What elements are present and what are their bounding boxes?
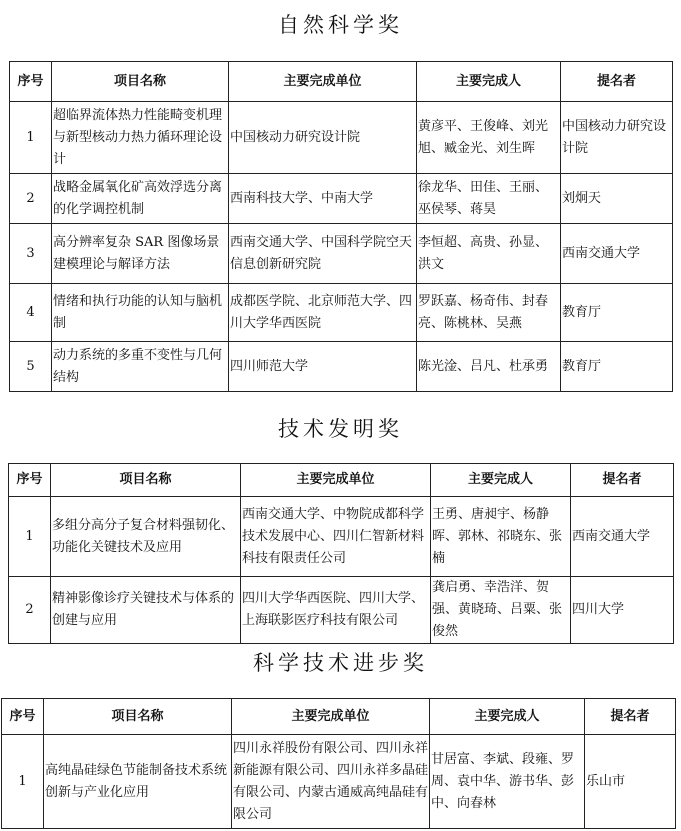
row-project: 高分辨率复杂 SAR 图像场景建模理论与解译方法 — [52, 224, 229, 284]
row-nominator: 教育厅 — [561, 342, 673, 392]
row-nominator: 乐山市 — [585, 735, 676, 829]
row-nominator: 刘炯天 — [561, 174, 673, 224]
header-people: 主要完成人 — [417, 62, 561, 102]
row-units: 四川师范大学 — [229, 342, 417, 392]
row-project: 情绪和执行功能的认知与脑机制 — [52, 284, 229, 342]
row-nominator: 四川大学 — [571, 577, 674, 644]
table-row — [10, 224, 673, 284]
row-nominator: 中国核动力研究设计院 — [561, 102, 673, 174]
table-row — [9, 497, 674, 577]
header-people: 主要完成人 — [431, 464, 571, 497]
table-row — [10, 342, 673, 392]
row-project: 超临界流体热力性能畸变机理与新型核动力热力循环理论设计 — [52, 102, 229, 174]
row-units: 四川永祥股份有限公司、四川永祥新能源有限公司、四川永祥多晶硅有限公司、内蒙古通威高纯晶硅有限公司 — [232, 735, 430, 829]
header-no: 序号 — [10, 62, 52, 102]
row-nominator: 西南交通大学 — [571, 497, 674, 577]
row-project: 高纯晶硅绿色节能制备技术系统创新与产业化应用 — [44, 735, 232, 829]
header-nominator: 提名者 — [561, 62, 673, 102]
row-people: 李恒超、高贵、孙显、洪文 — [417, 224, 561, 284]
row-no: 5 — [10, 342, 52, 392]
row-project: 动力系统的多重不变性与几何结构 — [52, 342, 229, 392]
header-nominator: 提名者 — [571, 464, 674, 497]
table-header-row — [2, 699, 676, 735]
row-no: 3 — [10, 224, 52, 284]
row-units: 西南交通大学、中国科学院空天信息创新研究院 — [229, 224, 417, 284]
header-units: 主要完成单位 — [229, 62, 417, 102]
row-people: 龚启勇、幸浩洋、贺强、黄晓琦、吕粟、张俊然 — [431, 577, 571, 644]
row-people: 王勇、唐昶宇、杨静晖、郭林、祁晓东、张楠 — [431, 497, 571, 577]
row-no: 2 — [9, 577, 51, 644]
row-units: 中国核动力研究设计院 — [229, 102, 417, 174]
table-sci-tech-progress — [1, 698, 676, 829]
header-units: 主要完成单位 — [232, 699, 430, 735]
row-no: 1 — [10, 102, 52, 174]
table-header-row — [10, 62, 673, 102]
table-row — [10, 284, 673, 342]
row-people: 陈光淦、吕凡、杜承勇 — [417, 342, 561, 392]
row-no: 2 — [10, 174, 52, 224]
table-row — [10, 174, 673, 224]
row-people: 徐龙华、田佳、王丽、巫侯琴、蒋昊 — [417, 174, 561, 224]
header-units: 主要完成单位 — [241, 464, 431, 497]
table-header-row — [9, 464, 674, 497]
row-units: 成都医学院、北京师范大学、四川大学华西医院 — [229, 284, 417, 342]
row-people: 罗跃嘉、杨奇伟、封春亮、陈桃林、吴燕 — [417, 284, 561, 342]
row-no: 4 — [10, 284, 52, 342]
header-people: 主要完成人 — [430, 699, 585, 735]
table-technical-invention — [8, 463, 674, 644]
row-nominator: 教育厅 — [561, 284, 673, 342]
row-project: 多组分高分子复合材料强韧化、功能化关键技术及应用 — [51, 497, 241, 577]
section-title-technical-invention: 技术发明奖 — [278, 417, 403, 441]
row-nominator: 西南交通大学 — [561, 224, 673, 284]
section-title-natural-science: 自然科学奖 — [278, 13, 403, 37]
header-nominator: 提名者 — [585, 699, 676, 735]
row-project: 战略金属氧化矿高效浮选分离的化学调控机制 — [52, 174, 229, 224]
header-project: 项目名称 — [51, 464, 241, 497]
table-natural-science — [9, 61, 673, 392]
row-project: 精神影像诊疗关键技术与体系的创建与应用 — [51, 577, 241, 644]
header-no: 序号 — [9, 464, 51, 497]
table-row — [10, 102, 673, 174]
row-units: 西南科技大学、中南大学 — [229, 174, 417, 224]
row-no: 1 — [2, 735, 44, 829]
header-project: 项目名称 — [52, 62, 229, 102]
row-units: 四川大学华西医院、四川大学、上海联影医疗科技有限公司 — [241, 577, 431, 644]
row-units: 西南交通大学、中物院成都科学技术发展中心、四川仁智新材料科技有限责任公司 — [241, 497, 431, 577]
row-people: 黄彦平、王俊峰、刘光旭、臧金光、刘生晖 — [417, 102, 561, 174]
table-row — [2, 735, 676, 829]
table-row — [9, 577, 674, 644]
section-title-sci-tech-progress: 科学技术进步奖 — [253, 651, 428, 675]
header-no: 序号 — [2, 699, 44, 735]
header-project: 项目名称 — [44, 699, 232, 735]
row-people: 甘居富、李斌、段雍、罗周、袁中华、游书华、彭中、向春林 — [430, 735, 585, 829]
row-no: 1 — [9, 497, 51, 577]
